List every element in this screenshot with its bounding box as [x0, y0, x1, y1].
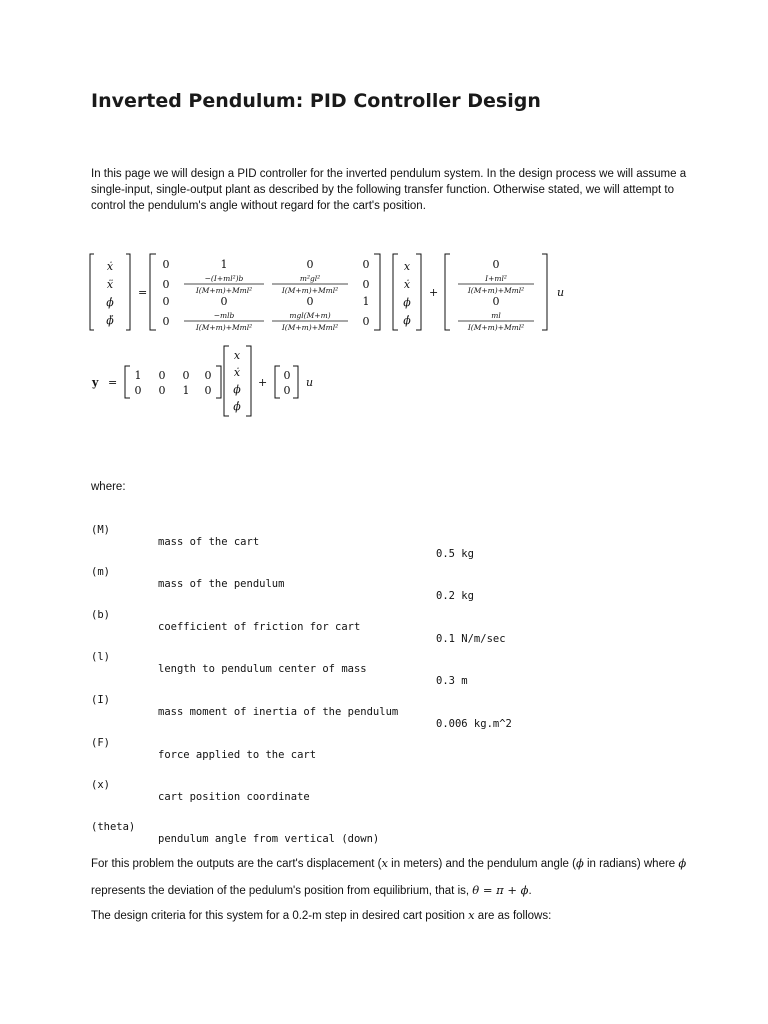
b-3-den: I(M+m)+Mml² — [467, 323, 525, 332]
phi-symbol: ϕ — [678, 856, 687, 870]
b-0: 0 — [492, 258, 500, 271]
criteria-paragraph — [91, 907, 691, 924]
a-r1c3: 0 — [306, 258, 314, 271]
parameter-description: force applied to the cart — [158, 749, 317, 761]
c-r2c4: 0 — [204, 384, 212, 397]
parameter-description: coefficient of friction for cart — [158, 621, 361, 633]
parameter-symbol: (m) — [91, 566, 110, 578]
eq-plus: + — [429, 286, 439, 299]
a-r2c2-den: I(M+m)+Mml² — [195, 286, 253, 295]
parameter-description: pendulum angle from vertical (down) — [158, 833, 380, 845]
a-r1c1: 0 — [162, 258, 170, 271]
x-symbol: x — [381, 856, 388, 870]
outputs-paragraph — [91, 850, 731, 904]
c-r1c1: 1 — [134, 369, 142, 382]
parameter-description: cart position coordinate — [158, 791, 310, 803]
b-3-num: ml — [491, 311, 501, 320]
c-r2c2: 0 — [158, 384, 166, 397]
eq-input: u — [557, 286, 565, 299]
state-2: ϕ — [403, 296, 411, 309]
a-r4c4: 0 — [362, 315, 370, 328]
parameter-symbol: (M) — [91, 524, 110, 536]
b-2: 0 — [492, 295, 500, 308]
parameter-symbol: (b) — [91, 609, 110, 621]
eq-lhs-0: ẋ — [106, 260, 114, 273]
parameter-value: 0.3 m — [436, 675, 468, 687]
eq-lhs-3: ϕ̈ — [106, 314, 114, 327]
parameter-value: 0.5 kg — [436, 548, 474, 560]
criteria-text: The design criteria for this system for a 0.2-m step in desired cart position — [91, 910, 469, 922]
c-r1c3: 0 — [182, 369, 190, 382]
x-symbol: x — [468, 908, 475, 922]
a-r2c2-num: −(I+ml²)b — [204, 274, 244, 283]
parameter-value: 0.006 kg.m^2 — [436, 718, 512, 730]
c-r2c1: 0 — [134, 384, 142, 397]
parameter-description: mass of the cart — [158, 536, 260, 548]
outputs-text: in radians) where — [583, 858, 679, 870]
outputs-text: . — [528, 885, 532, 897]
outputs-text: in meters) and the pendulum angle ( — [387, 858, 576, 870]
a-r2c3-num: m²gl² — [299, 274, 321, 283]
parameter-symbol: (I) — [91, 694, 110, 706]
state-1: ẋ — [403, 278, 411, 291]
parameter-value: 0.2 kg — [436, 590, 474, 602]
state-0: x — [403, 260, 411, 273]
parameter-description: mass of the pendulum — [158, 578, 285, 590]
eq-lhs-2: ϕ̇ — [106, 296, 114, 309]
parameter-symbol: (F) — [91, 737, 110, 749]
a-r3c4: 1 — [362, 295, 370, 308]
a-r3c3: 0 — [306, 295, 314, 308]
phi-symbol: ϕ — [575, 856, 584, 870]
a-r2c1: 0 — [162, 278, 170, 291]
a-r4c2-num: −mlb — [213, 311, 235, 320]
out-lhs: y — [92, 376, 99, 389]
out-input: u — [306, 376, 314, 389]
b-1-num: I+ml² — [485, 274, 507, 283]
c-r2c3: 1 — [182, 384, 190, 397]
parameter-value: 0.1 N/m/sec — [436, 633, 506, 645]
a-r1c4: 0 — [362, 258, 370, 271]
out-state-0: x — [233, 349, 241, 362]
parameter-symbol: (theta) — [91, 821, 136, 833]
b-1-den: I(M+m)+Mml² — [467, 286, 525, 295]
c-r1c2: 0 — [158, 369, 166, 382]
parameter-description: length to pendulum center of mass — [158, 663, 367, 675]
c-r1c4: 0 — [204, 369, 212, 382]
page-title: Inverted Pendulum: PID Controller Design — [91, 90, 541, 112]
a-r4c3-num: mgl(M+m) — [289, 311, 331, 320]
parameter-description: mass moment of inertia of the pendulum — [158, 706, 399, 718]
out-state-3: ϕ̇ — [233, 400, 241, 413]
parameter-symbol: (l) — [91, 651, 110, 663]
state-space-equations — [88, 248, 578, 420]
outputs-text: For this problem the outputs are the cart's displacement ( — [91, 858, 382, 870]
intro-paragraph: In this page we will design a PID controller for the inverted pendulum system. In the design process we will assume a single-input, single-output plant as described by the following transfer function. Otherwise stated, we will attempt to control the pendulum's angle without regard for the cart's position. — [91, 168, 687, 212]
d-1: 0 — [283, 384, 291, 397]
state-3: ϕ̇ — [403, 314, 411, 327]
a-r3c2: 0 — [220, 295, 228, 308]
out-plus: + — [258, 376, 268, 389]
eq-equals: = — [138, 286, 148, 299]
out-equals: = — [108, 376, 118, 389]
out-state-1: ẋ — [233, 366, 241, 379]
a-r4c2-den: I(M+m)+Mml² — [195, 323, 253, 332]
a-r3c1: 0 — [162, 295, 170, 308]
bracket — [150, 254, 380, 330]
a-r4c3-den: I(M+m)+Mml² — [281, 323, 339, 332]
parameter-symbol: (x) — [91, 779, 110, 791]
d-0: 0 — [283, 369, 291, 382]
where-label: where: — [91, 481, 126, 493]
theta-equation: θ = π + ϕ — [472, 883, 529, 897]
criteria-text: are as follows: — [474, 910, 552, 922]
outputs-text: represents the deviation of the pedulum's position from equilibrium, that is, — [91, 885, 473, 897]
a-r4c1: 0 — [162, 315, 170, 328]
out-state-2: ϕ — [233, 383, 241, 396]
a-r1c2: 1 — [220, 258, 228, 271]
a-r2c4: 0 — [362, 278, 370, 291]
a-r2c3-den: I(M+m)+Mml² — [281, 286, 339, 295]
eq-lhs-1: ẍ — [106, 278, 114, 291]
